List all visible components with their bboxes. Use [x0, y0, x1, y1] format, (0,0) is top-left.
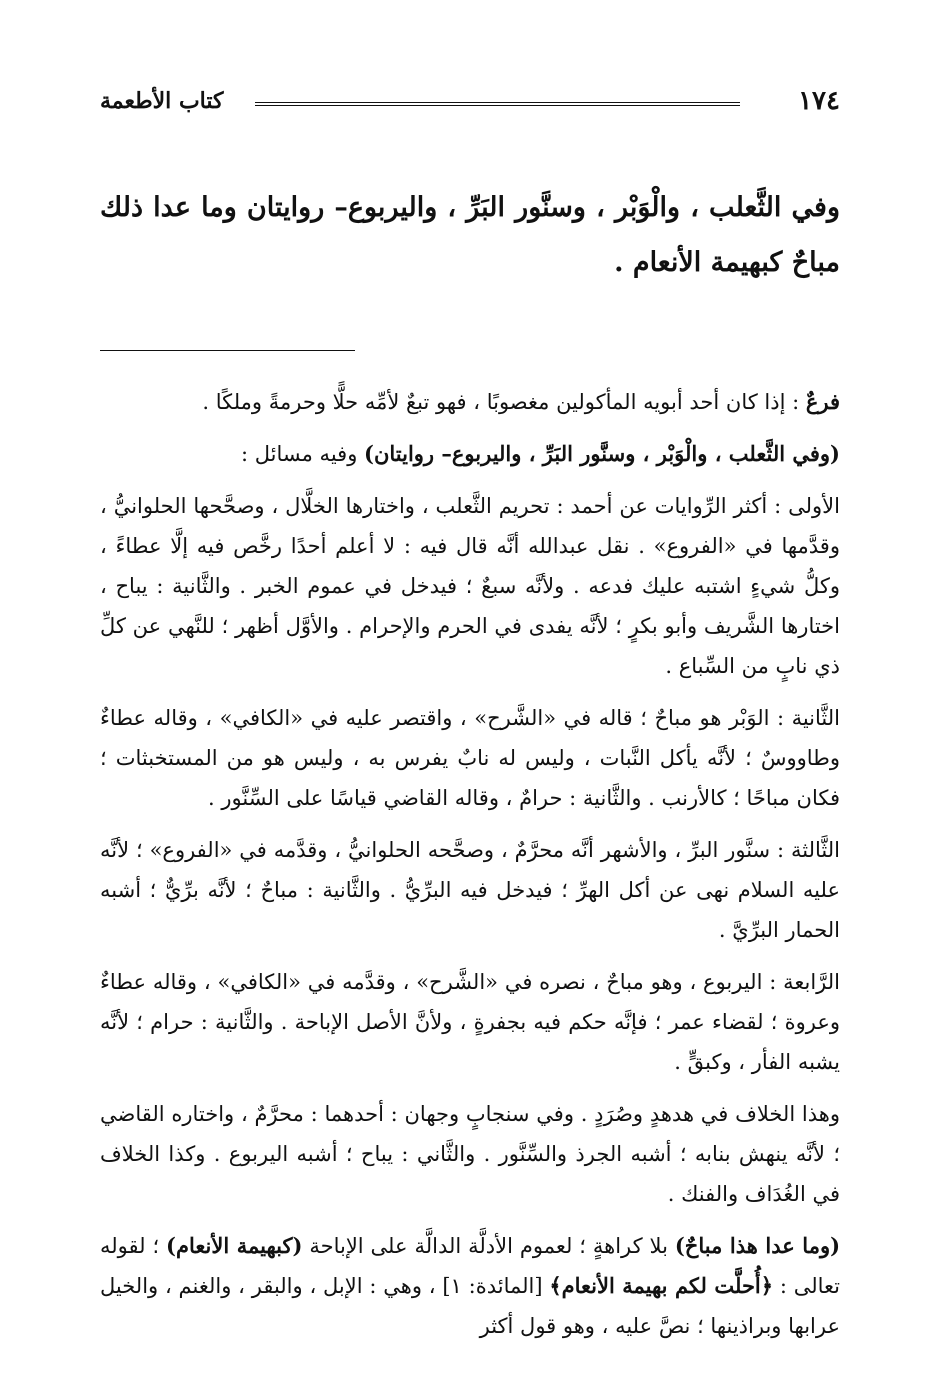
text-span: [المائدة: ١] ، وهي : الإبل ، والبقر ، والغنم ، والخيل عرابها وبراذينها ؛ نصَّ عليه ، وهو قول أكثر [100, 1274, 840, 1338]
bold-text-span: (وفي الثَّعلب ، والْوَبْر ، وسنَّور البَرِّ ، واليربوع– روايتان) [364, 441, 840, 466]
header-rule [255, 102, 740, 106]
matn-text: وفي الثَّعلب ، والْوَبْر ، وسنَّور البَرِّ ، واليربوع– روايتان وما عدا ذلك مباحٌ كبهيمة الأنعام . [100, 192, 840, 278]
text-span: وهذا الخلاف في هدهدٍ وصُرَدٍ . وفي سنجابٍ وجهان : أحدهما : محرَّمٌ ، واختاره القاضي ؛ لأنَّه ينهش بنابه ؛ أشبه الجرذ والسِّنَّور . والثَّاني : يباح ؛ أشبه اليربوع . وكذا الخلاف في الغُدَاف والفنك . [100, 1102, 840, 1206]
text-span: ؛ لقوله تعالى : [100, 1234, 841, 1298]
commentary-paragraph [100, 434, 840, 474]
bold-text-span: (كبهيمة الأنعام) [166, 1233, 303, 1258]
text-span: وفيه مسائل : [241, 442, 365, 466]
commentary-paragraph [100, 382, 840, 422]
matn-separator [100, 350, 355, 351]
commentary-paragraph [100, 1226, 840, 1346]
commentary-paragraph [100, 1094, 840, 1214]
text-span: بلا كراهةٍ ؛ لعموم الأدلَّة الدالَّة على الإباحة [302, 1234, 675, 1258]
book-page [100, 80, 841, 1338]
book-title: كتاب الأطعمة [100, 88, 224, 114]
commentary-paragraph [100, 698, 840, 818]
bold-text-span: فرعٌ [805, 389, 840, 414]
page-number: ١٧٤ [798, 86, 840, 116]
commentary-paragraph [100, 486, 840, 686]
commentary [100, 382, 840, 1358]
text-span: الثَّالثة : سنَّور البرِّ ، والأشهر أنَّه محرَّمٌ ، وصحَّحه الحلوانيُّ ، وقدَّمه في «الفروع» ؛ لأنَّه عليه السلام نهى عن أكل الهرِّ ؛ فيدخل فيه البرِّيُّ . والثَّانية : مباحٌ ؛ لأنَّه برِّيٌّ ؛ أشبه الحمار البرِّيَّ . [100, 838, 840, 942]
text-span: الرَّابعة : اليربوع ، وهو مباحٌ ، نصره في «الشَّرح» ، وقدَّمه في «الكافي» ، وقاله عطاءٌ وعروة ؛ لقضاء عمر ؛ فإنَّه حكم فيه بجفرةٍ ، ولأنَّ الأصل الإباحة . والثَّانية : حرام ؛ لأنَّه يشبه الفأر ، وكبقٍّ . [100, 970, 840, 1074]
running-header [100, 80, 840, 120]
bold-text-span: (وما عدا هذا مباحٌ) [674, 1233, 841, 1258]
text-span: الأولى : أكثر الرِّوايات عن أحمد : تحريم الثَّعلب ، واختارها الخلَّال ، وصحَّحها الحلوانيُّ ، وقدَّمها في «الفروع» . نقل عبدالله أنَّه قال فيه : لا أعلم أحدًا رخَّص فيه إلَّا عطاءً ، وكلُّ شيءٍ اشتبه عليك فدعه . ولأنَّه سبعٌ ؛ فيدخل في عموم الخبر . والثَّانية : يباح ، اختارها الشَّريف وأبو بكرٍ ؛ لأنَّه يفدى في الحرم والإحرام . والأوَّل أظهر ؛ للنَّهي عن كلِّ ذي نابٍ من السِّباع . [100, 494, 840, 678]
text-span: الثَّانية : الوَبْر هو مباحٌ ؛ قاله في «الشَّرح» ، واقتصر عليه في «الكافي» ، وقاله عطاءٌ وطاووسٌ ؛ لأنَّه يأكل النَّبات ، وليس له نابٌ يفرس به ، وليس هو من المستخبثات ؛ فكان مباحًا ؛ كالأرنب . والثَّانية : حرامٌ ، وقاله القاضي قياسًا على السِّنَّور . [100, 706, 840, 810]
text-span: : إذا كان أحد أبويه المأكولين مغصوبًا ، فهو تبعٌ لأمِّه حلًّا وحرمةً وملكًا . [202, 390, 806, 414]
commentary-paragraph [100, 962, 840, 1082]
commentary-paragraph [100, 830, 840, 950]
bold-text-span: ﴿أُحلَّت لكم بهيمة الأنعام﴾ [549, 1273, 774, 1298]
